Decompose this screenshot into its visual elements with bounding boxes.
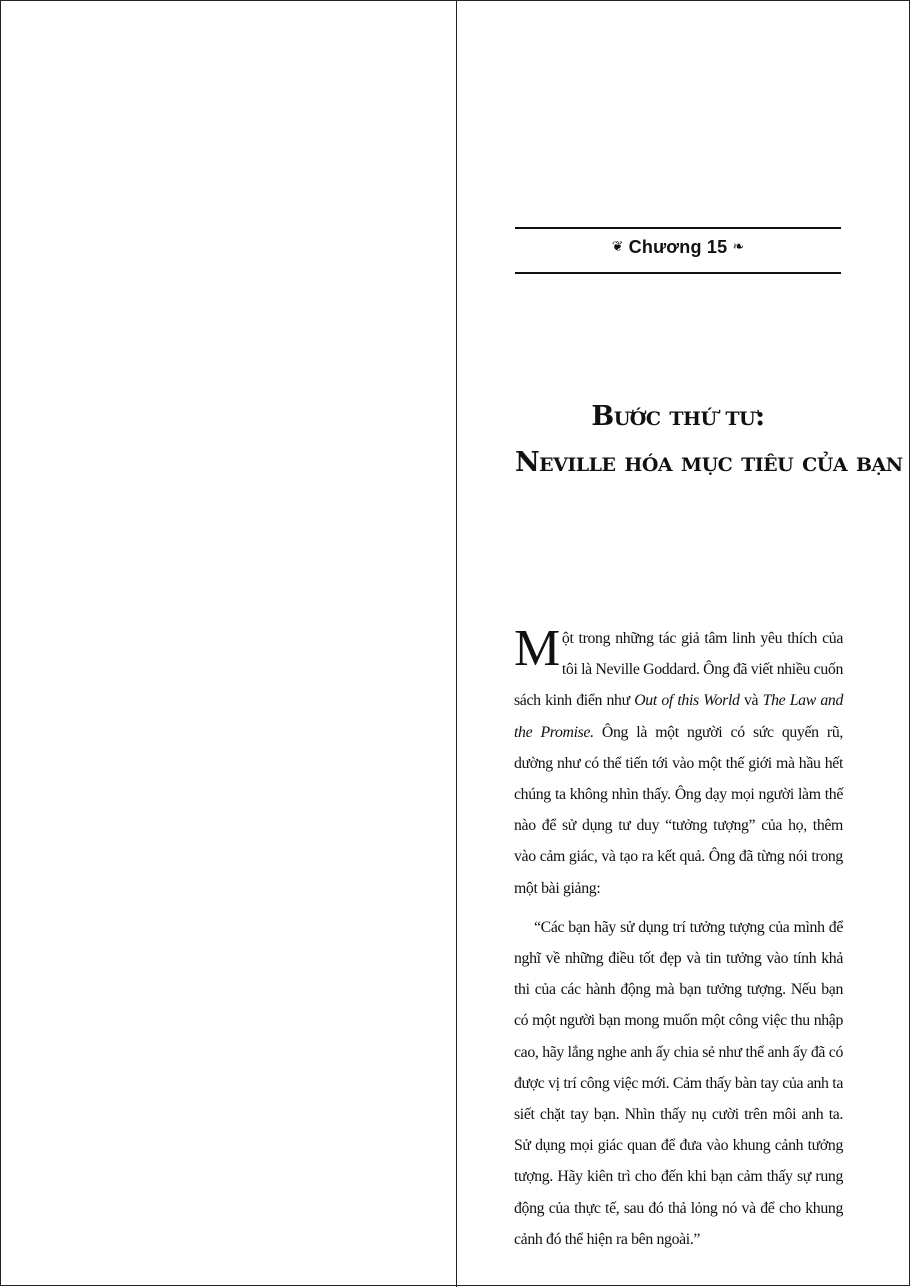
floral-ornament-left-icon: ❦ [611, 239, 624, 255]
paragraph-1-text-a: ột trong những tác giả tâm linh yêu thích của tôi là Neville Goddard. Ông đã viết nhiều cuốn sách kinh điển như [514, 630, 843, 710]
book-title-out-of-this-world: Out of this World [634, 692, 740, 710]
chapter-title-line-1: Bước thứ tư: [591, 401, 765, 432]
paragraph-1 [514, 620, 844, 904]
floral-ornament-right-icon: ❧ [732, 239, 745, 255]
book-title-law-and-promise: The Law and the Promise. [514, 692, 844, 741]
chapter-title-line-2: Neville hóa mục tiêu của bạn [515, 447, 903, 478]
page-gutter [456, 1, 457, 1287]
chapter-heading [515, 237, 841, 258]
paragraph-2-quote: “Các bạn hãy sử dụng trí tưởng tượng của mình để nghĩ về những điều tốt đẹp và tin tưởng vào tính khả thi của các hành động mà bạn tưởng tượng. Nếu bạn có một người bạn mong muốn một công việc thu nhập cao, hãy lắng nghe anh ấy chia sẻ như thể anh ấy đã có được vị trí công việc mới. Cảm thấy bàn tay của anh ta siết chặt tay bạn. Nhìn thấy nụ cười trên môi anh ta. Sử dụng mọi giác quan để đưa vào khung cảnh tưởng tượng. Hãy kiên trì cho đến khi bạn cảm thấy sự rung động của thực tế, sau đó thả lỏng nó và để cho khung cảnh đó thể hiện ra bên ngoài.” [514, 918, 843, 1248]
chapter-title [515, 394, 903, 486]
paragraph-1-text-c: Ông là một người có sức quyến rũ, dường như có thể tiến tới vào một thế giới mà hầu hết chúng ta không nhìn thấy. Ông dạy mọi người làm thế nào để sử dụng tư duy “tưởng tượng” của họ, thêm vào cảm giác, và tạo ra kết quả. Ông đã từng nói trong một bài giảng: [514, 723, 843, 897]
chapter-number-label: Chương 15 [628, 237, 728, 257]
paragraph-1-text-b: và [739, 692, 763, 710]
drop-cap: M [514, 620, 560, 677]
body-text [514, 620, 844, 1255]
chapter-rule-top [515, 227, 841, 229]
chapter-rule-bottom [515, 272, 841, 274]
